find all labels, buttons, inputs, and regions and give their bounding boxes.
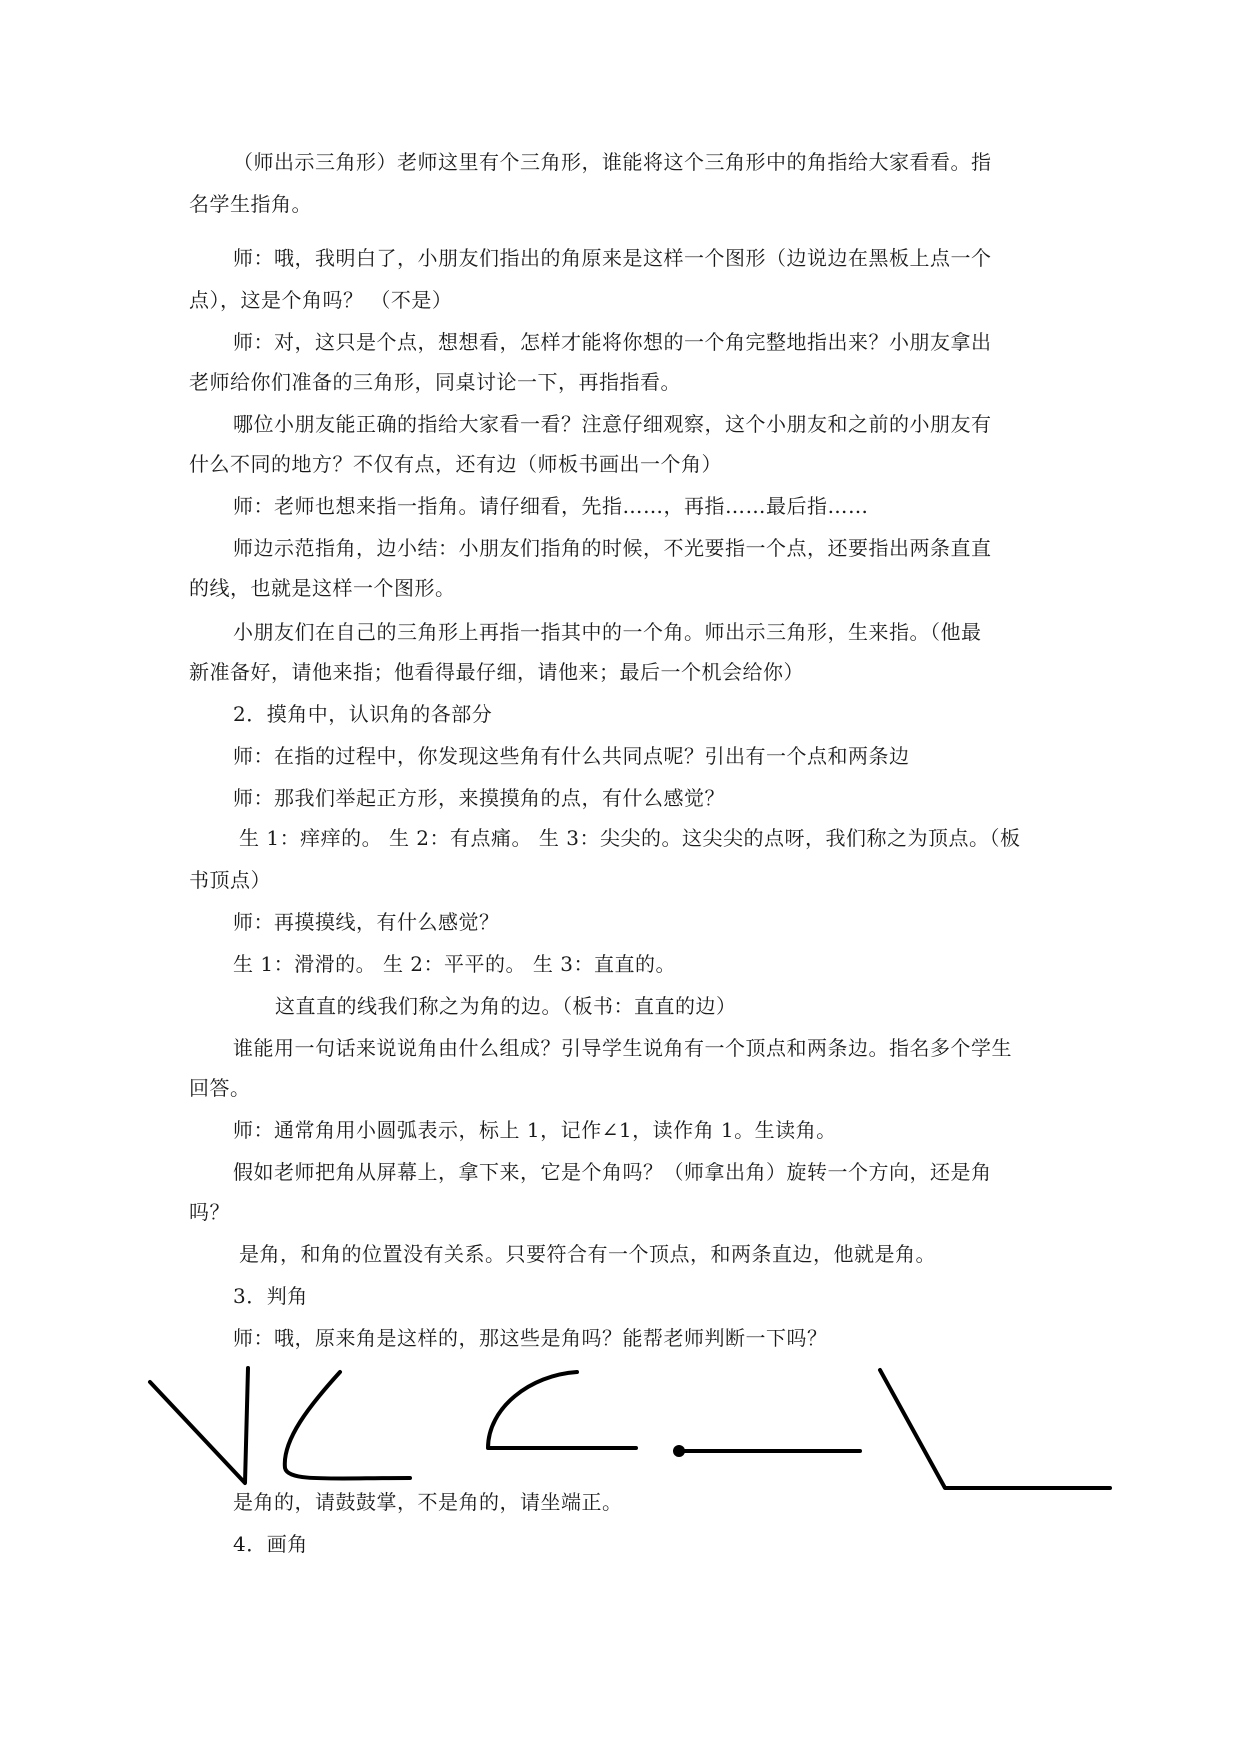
text-line: 是角的，请鼓鼓掌，不是角的，请坐端正。 bbox=[233, 1490, 623, 1514]
text-line: 师：在指的过程中，你发现这些角有什么共同点呢？引出有一个点和两条边 bbox=[233, 744, 910, 768]
text-line: 生 1：痒痒的。 生 2：有点痛。 生 3：尖尖的。这尖尖的点呀，我们称之为顶点。（板 bbox=[239, 826, 1021, 850]
section-heading: 4．画角 bbox=[233, 1532, 308, 1556]
obtuse-angle-figure bbox=[880, 1370, 1110, 1488]
text-line: 谁能用一句话来说说角由什么组成？引导学生说角有一个顶点和两条边。指名多个学生 bbox=[233, 1036, 1012, 1060]
text-line: 师：老师也想来指一指角。请仔细看，先指……，再指……最后指…… bbox=[233, 494, 869, 518]
arc-figure bbox=[488, 1372, 636, 1448]
text-line: 书顶点） bbox=[189, 868, 271, 892]
text-line: 哪位小朋友能正确的指给大家看一看？注意仔细观察，这个小朋友和之前的小朋友有 bbox=[233, 412, 992, 436]
point-dot-icon bbox=[673, 1445, 685, 1457]
text-line: 这直直的线我们称之为角的边。（板书：直直的边） bbox=[275, 994, 737, 1018]
text-line: 名学生指角。 bbox=[189, 192, 312, 216]
text-line: 吗？ bbox=[189, 1200, 230, 1224]
text-line: 老师给你们准备的三角形，同桌讨论一下，再指指看。 bbox=[189, 370, 681, 394]
text-line: 点），这是个角吗？ （不是） bbox=[189, 288, 453, 312]
text-line: 师：那我们举起正方形，来摸摸角的点，有什么感觉？ bbox=[233, 786, 725, 810]
text-line: 小朋友们在自己的三角形上再指一指其中的一个角。师出示三角形，生来指。（他最 bbox=[233, 620, 982, 644]
text-line: 是角，和角的位置没有关系。只要符合有一个顶点，和两条直边，他就是角。 bbox=[239, 1242, 936, 1266]
text-line: 生 1：滑滑的。 生 2：平平的。 生 3：直直的。 bbox=[233, 952, 676, 976]
text-line: 师边示范指角，边小结：小朋友们指角的时候，不光要指一个点，还要指出两条直直 bbox=[233, 536, 992, 560]
text-line: 师：哦，原来角是这样的，那这些是角吗？能帮老师判断一下吗？ bbox=[233, 1326, 828, 1350]
text-line: 的线，也就是这样一个图形。 bbox=[189, 576, 456, 600]
text-line: 师：对，这只是个点，想想看，怎样才能将你想的一个角完整地指出来？小朋友拿出 bbox=[233, 330, 992, 354]
text-line: （师出示三角形）老师这里有个三角形，谁能将这个三角形中的角指给大家看看。指 bbox=[233, 150, 992, 174]
curved-side-figure bbox=[285, 1372, 410, 1479]
text-line: 师：通常角用小圆弧表示，标上 1，记作∠1，读作角 1。生读角。 bbox=[233, 1118, 837, 1142]
text-line: 假如老师把角从屏幕上，拿下来，它是个角吗？（师拿出角）旋转一个方向，还是角 bbox=[233, 1160, 992, 1184]
text-line: 回答。 bbox=[189, 1076, 251, 1100]
text-line: 新准备好，请他来指；他看得最仔细，请他来；最后一个机会给你） bbox=[189, 660, 804, 684]
section-heading: 2．摸角中，认识角的各部分 bbox=[233, 702, 493, 726]
angle-judgement-figures bbox=[0, 1350, 1241, 1510]
text-line: 师：再摸摸线，有什么感觉？ bbox=[233, 910, 500, 934]
text-line: 什么不同的地方？不仅有点，还有边（师板书画出一个角） bbox=[189, 452, 722, 476]
section-heading: 3．判角 bbox=[233, 1284, 308, 1308]
angle-v-figure bbox=[150, 1368, 248, 1483]
text-line: 师：哦，我明白了，小朋友们指出的角原来是这样一个图形（边说边在黑板上点一个 bbox=[233, 246, 992, 270]
